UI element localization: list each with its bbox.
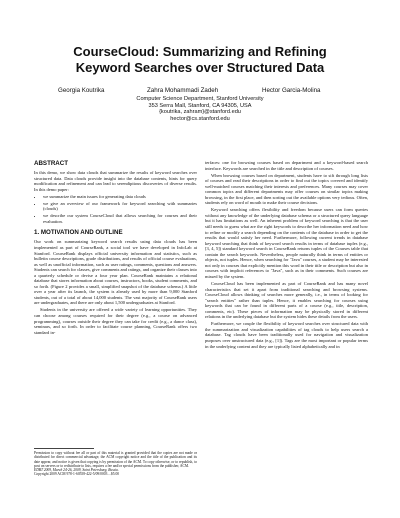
body-paragraph: terfaces: one for browsing courses based on department and a keyword-based search interface. Keywords are searched in the title and description of courses. <box>205 160 368 171</box>
footnote-text: Permission to copy without fee all or part of this material is granted provided that the copies are not made or distributed for direct commercial advantage, the ACM copyright notice and the title of the publication and its date appear, and notice is given that copying is by permission of the ACM. To copy otherwise, or to republish, to post on servers or to redistribute to lists, requires a fee and/or special permissions from the publisher, ACM. <box>34 451 197 468</box>
abstract-heading: ABSTRACT <box>34 160 69 167</box>
left-column <box>34 160 197 337</box>
section-heading: 1. MOTIVATION AND OUTLINE <box>34 229 123 237</box>
affiliation-email: {koutrika, zahram}@stanford.edu <box>159 109 241 116</box>
title-line-2: Keyword Searches over Structured Data <box>75 60 325 75</box>
body-paragraph: Students in the university are offered a wide variety of learning opportunities. They can choose among courses required for their degree (e.g., a course on advanced programming), courses outside their degree they can take for credit (e.g., a dance class), seminars, and so forth. In order to facilitate course planning, CourseRank offers two standard in- <box>34 307 197 335</box>
footnote-rule <box>34 448 94 449</box>
footnote-venue: EDBT 2009, March 24-26, 2009, Saint Petersburg, Russia. <box>34 468 119 473</box>
affiliation-email: hector@cs.stanford.edu <box>170 115 230 122</box>
right-column <box>205 160 368 351</box>
abstract-bullet: • we describe our system CourseCloud that allows searching for courses and their evaluation. <box>43 213 197 224</box>
abstract-bullet: • we give an overview of our framework for keyword searching with summaries (clouds) <box>43 201 197 212</box>
body-paragraph: When browsing courses based on department, students have to sift through long lists of courses and read their descriptions in order to find out the topics covered and identify well-matched courses matching their interests and preferences. Many courses may cover common topics and different departments may offer courses on similar topics making browsing, in the first place, and then sorting out the available options very tedious. Often, students rely on word of mouth to make their course decisions. <box>205 172 368 206</box>
title-line-1: CourseCloud: Summarizing and Refining <box>73 44 327 59</box>
affiliation-address: 353 Serra Mall, Stanford, CA 94305, USA <box>148 102 252 109</box>
paper-title <box>0 44 400 76</box>
body-paragraph: Furthermore, we couple the flexibility of keyword searches over structured data with the summarization and visualization capabilities of tag clouds to help users search a database. Tag clouds have been traditionally used for navigation and visualization purposes over unstructured data (e.g., [1]). Tags are the most important or popular terms in the underlying content and they are typically listed alphabetically and in <box>205 321 368 349</box>
body-paragraph: CourseCloud has been implemented as part of CourseRank and has many novel characteristics that set it apart from traditional searching and browsing systems. CourseCloud allows thinking of searches more generally, i.e., in terms of looking for "search entities" rather than tuples. Hence, it enables searching for courses using keywords that can be found in different parts of a course (e.g., title, description, comments, etc). These pieces of information may be physically stored in different relations in the underlying database but the system hides these details from the users. <box>205 280 368 320</box>
footnote-copyright: Copyright 2009 ACM 978-1-60558-422-5/09/0003 ...$5.00 <box>34 472 120 477</box>
affiliation-dept: Computer Science Department, Stanford University <box>136 96 264 102</box>
author-name: Zahra Mohammadi Zadeh <box>147 87 219 94</box>
body-paragraph: Keyword searching offers flexibility and freedom because users can form queries without any knowledge of the underlying database schema or a structured query language but it has limitations as well. An inherent problem of keyword searching is that the user still needs to guess what are the right keywords to describe her information need and how to refine or modify a search depending on the contents of the database in order to get the results that would satisfy her need. Furthermore, following current trends in database keyword searching that think of keyword search results in terms of database tuples (e.g., [3, 4, 5]) standard keyword search in CourseRank returns tuples of the Courses table that contain the search keywords. Nevertheless, people naturally think in terms of entities or objects, not tuples. Hence, when searching for "Java" courses, a student may be interested not only in courses that explicitly mention this word in their title or description but also in courses with implicit references to "Java", such as in their comments. Such courses are missed by the system. <box>205 207 368 279</box>
affiliation <box>0 96 400 122</box>
permission-footnote <box>34 448 197 477</box>
abstract-bullet: • we summarize the main issues for generating data clouds <box>43 194 197 200</box>
abstract-text: In this demo, we show data clouds that summarize the results of keyword searches over structured data. Data clouds provide insight into the database contents, hints for query modification and refinement and can lead to serendipitous discoveries of diverse results. In this demo paper: <box>34 170 197 192</box>
author-name: Georgia Koutrika <box>58 87 105 94</box>
author-name: Hector Garcia-Molina <box>262 87 321 94</box>
body-paragraph: Our work on summarizing keyword search results using data clouds has been implemented as part of CourseRank, a social tool we have developed in InfoLab at Stanford. CourseRank displays official university information and statistics, such as bulletin course descriptions, grade distributions, and results of official course evaluations, as well as unofficial information, such as user ratings, comments, questions and answers. Students can search for classes, give comments and ratings, and organize their classes into a quarterly schedule or devise a four year plan. CourseRank maintains a relational database that stores information about courses, instructors, books, student comments, and so forth. (Figure 2 provides a small, simplified snapshot of the database schema.) A little over a year after its launch, the system is already used by more than 9,000 Stanford students, out of a total of about 14,000 students. The vast majority of CourseRank users are undergraduates, and there are only about 1,500 undergraduates at Stanford. <box>34 239 197 306</box>
abstract-bullets <box>34 194 197 225</box>
